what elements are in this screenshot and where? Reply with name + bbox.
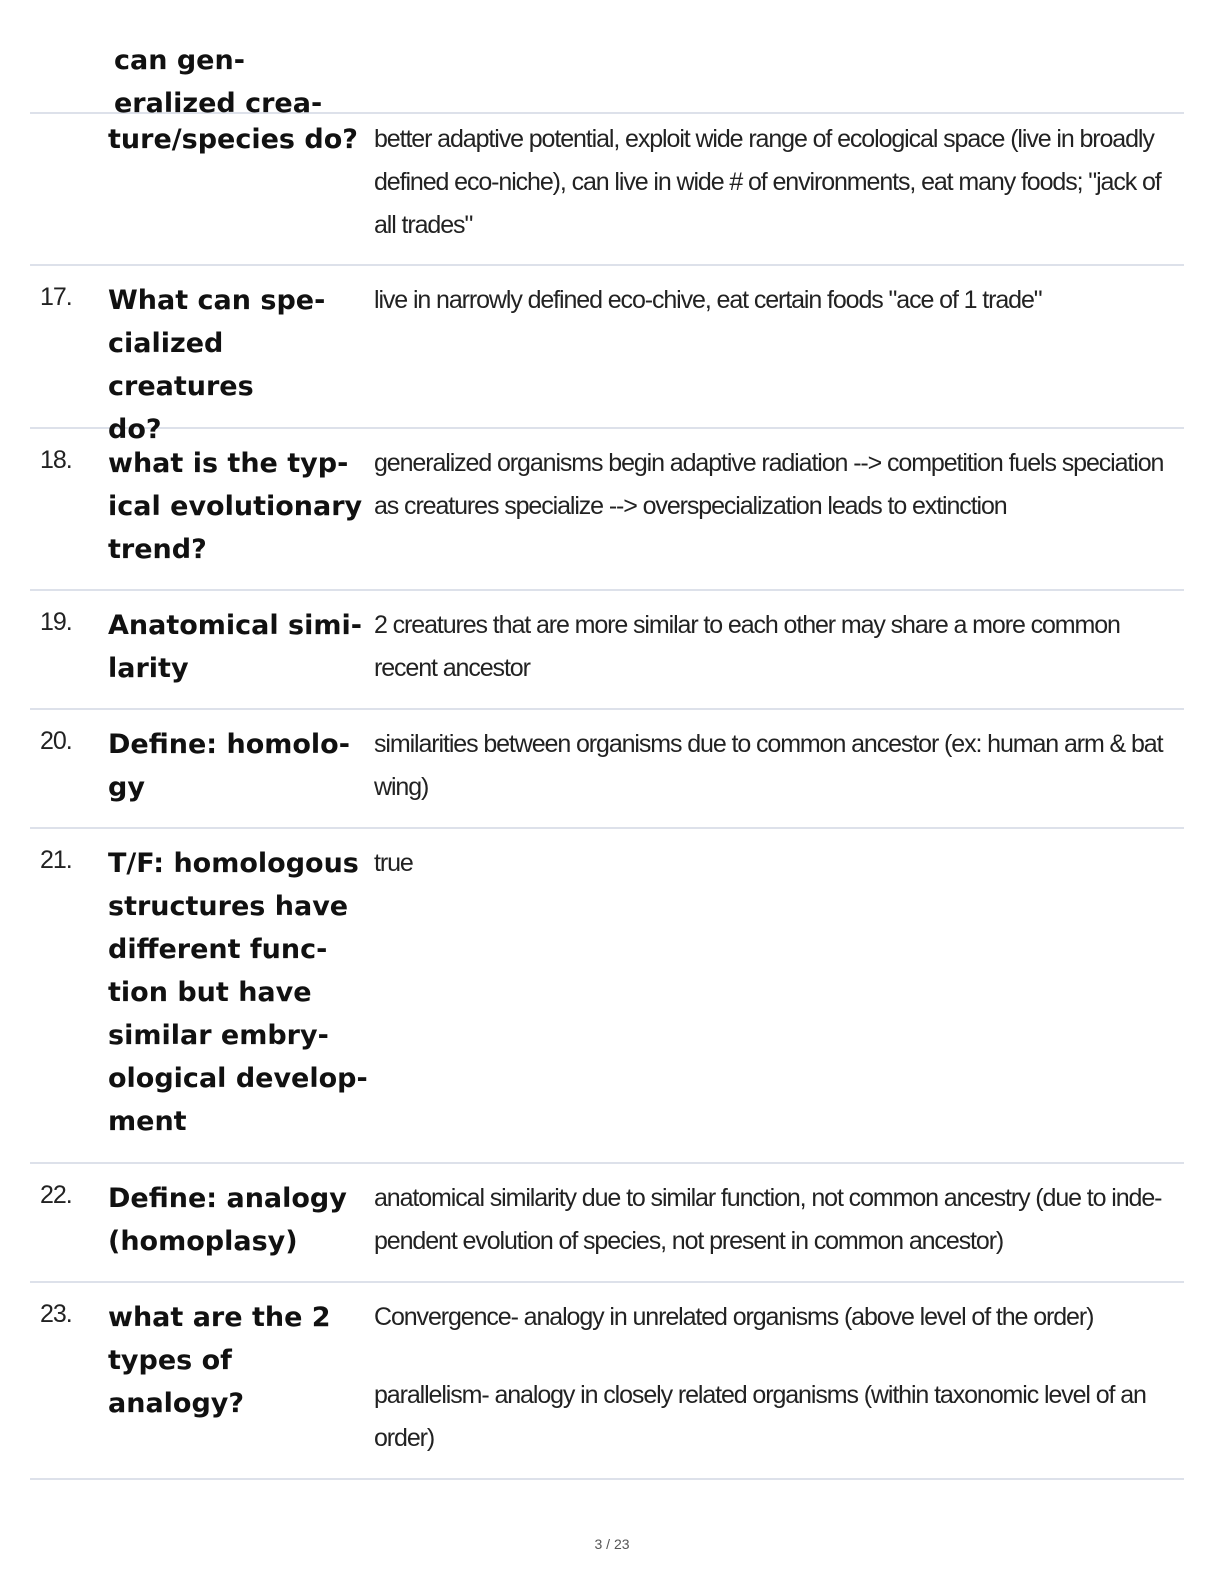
definition-paragraph: generalized organisms begin adaptive radiation --> competition fuels speciation as creatures specialize --> overspecialization leads to extinction <box>374 449 1164 520</box>
definition-paragraph: 2 creatures that are more similar to each other may share a more common recent ancestor <box>374 611 1120 682</box>
term-text: Define: analogy (homoplasy) <box>108 1183 347 1257</box>
flashcard-row <box>30 710 1184 829</box>
definition-paragraph: Convergence- analogy in unrelated organisms (above level of the order) <box>374 1303 1094 1331</box>
term-text: can gen- eralized crea- <box>114 45 323 119</box>
flashcard-row <box>30 829 1184 1164</box>
flashcard-page <box>30 0 1184 1480</box>
definition-paragraph: better adaptive potential, exploit wide range of ecological space (live in broadly defined eco-niche), can live in wide # of environments, eat many foods; "jack of all trades" <box>374 125 1161 239</box>
term-text: what is the typ- ical evolutionary trend? <box>108 448 363 565</box>
card-number: 18. <box>40 446 72 474</box>
definition-text <box>374 1177 1174 1263</box>
flashcard-row <box>30 0 1184 119</box>
term-text: what are the 2 types of analogy? <box>108 1302 331 1419</box>
flashcard-row <box>30 1283 1184 1480</box>
card-number: 20. <box>40 727 72 755</box>
flashcard-row <box>30 114 1184 266</box>
term-text: T/F: homologous structures have different func- tion but have similar embry- ological develop- ment <box>108 848 368 1137</box>
flashcard-row <box>30 591 1184 710</box>
definition-paragraph: similarities between organisms due to common ancestor (ex: human arm & bat wing) <box>374 730 1163 801</box>
definition-text <box>374 279 1174 322</box>
card-number: 21. <box>40 846 72 874</box>
definition-text <box>374 1296 1174 1460</box>
term-text: What can spe- cialized creatures do? <box>108 285 326 445</box>
flashcard-row <box>30 429 1184 591</box>
flashcard-row <box>30 266 1184 445</box>
definition-paragraph: live in narrowly defined eco-chive, eat certain foods "ace of 1 trade" <box>374 286 1042 314</box>
flashcard-row <box>30 1164 1184 1283</box>
definition-text <box>374 723 1174 809</box>
term-text: Anatomical simi- larity <box>108 610 362 684</box>
term-text: Define: homolo- gy <box>108 729 350 803</box>
term-text: ture/species do? <box>108 124 358 155</box>
definition-text <box>374 842 1174 885</box>
definition-text <box>374 442 1174 528</box>
definition-paragraph: anatomical similarity due to similar function, not common ancestry (due to inde-pendent evolution of species, not present in common ancestor) <box>374 1184 1162 1255</box>
definition-paragraph: true <box>374 849 413 877</box>
definition-paragraph: parallelism- analogy in closely related organisms (within taxonomic level of an order) <box>374 1381 1146 1452</box>
card-number: 17. <box>40 283 72 311</box>
card-number: 23. <box>40 1300 72 1328</box>
card-number: 19. <box>40 608 72 636</box>
card-number: 22. <box>40 1181 72 1209</box>
page-indicator: 3 / 23 <box>594 1536 630 1552</box>
definition-text <box>374 604 1174 690</box>
definition-text <box>374 118 1174 247</box>
